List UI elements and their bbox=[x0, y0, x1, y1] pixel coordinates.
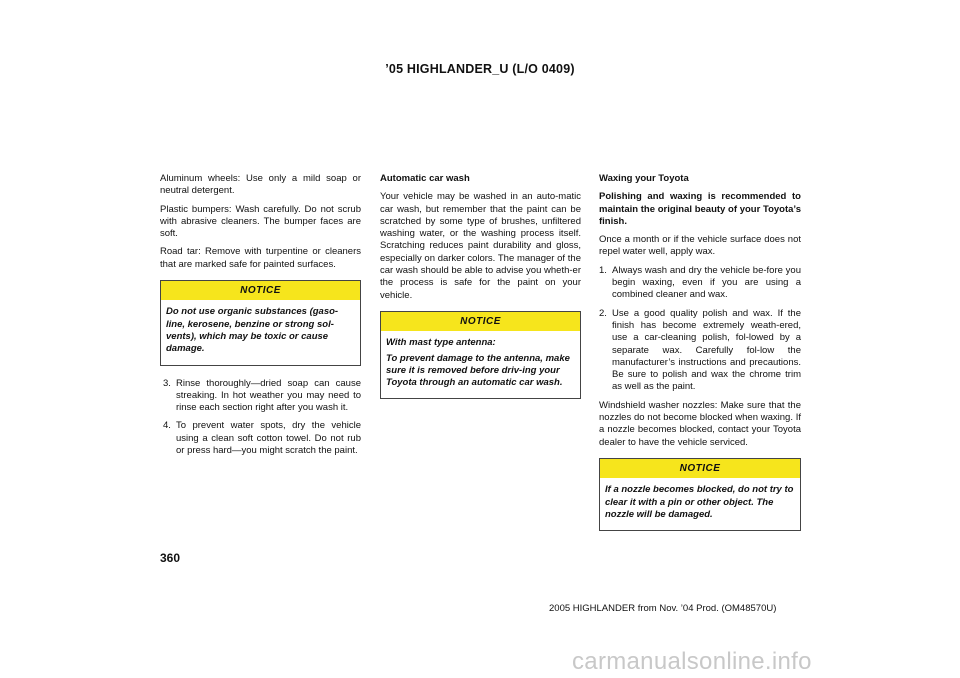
list-item-rinse bbox=[163, 378, 361, 415]
aluminum-wheels-paragraph: Aluminum wheels: Use only a mild soap or neutral detergent. bbox=[160, 173, 361, 197]
waxing-intro: Polishing and waxing is recommended to maintain the original beauty of your Toyota’s finish. bbox=[599, 191, 801, 227]
washer-nozzles-paragraph: Windshield washer nozzles: Make sure that the nozzles do not become blocked when waxing. If a nozzle becomes blocked, contact your Toyota dealer to have the vehicle serviced. bbox=[599, 399, 801, 448]
waxing-heading: Waxing your Toyota bbox=[599, 173, 689, 184]
watermark[interactable]: carmanualsonline.info bbox=[572, 648, 812, 675]
notice-title: NOTICE bbox=[161, 281, 360, 300]
notice-subheading: With mast type antenna: bbox=[386, 337, 496, 349]
list-number: 2. bbox=[599, 307, 607, 319]
notice-body bbox=[381, 331, 580, 398]
list-text: Always wash and dry the vehicle be-fore you begin waxing, even if you are using a combined cleaner and wax. bbox=[612, 264, 801, 301]
page-number: 360 bbox=[160, 551, 181, 565]
notice-text: To prevent damage to the antenna, make sure it is removed before driv-ing your Toyota through an automatic car wash. bbox=[386, 352, 570, 389]
list-number: 3. bbox=[163, 377, 171, 389]
notice-text: Do not use organic substances (gaso-line, kerosene, benzine or strong sol-vents), which may be toxic or cause damage. bbox=[166, 306, 339, 355]
automatic-car-wash-paragraph: Your vehicle may be washed in an auto-matic car wash, but remember that the paint can be scratched by some type of brushes, unfiltered washing water, or the washing process itself. Scratching reduces paint durability and gloss, especially on darker colors. The manager of the car wash should be able to advise you wheth-er the process is safe for the paint on your vehicle. bbox=[380, 191, 581, 301]
notice-body bbox=[161, 300, 360, 364]
list-item-wash-before-wax bbox=[599, 265, 801, 302]
list-text: To prevent water spots, dry the vehicle using a clean soft cotton towel. Do not rub or press hard—you might scratch the paint. bbox=[176, 420, 361, 457]
notice-title: NOTICE bbox=[600, 459, 800, 478]
notice-text: If a nozzle becomes blocked, do not try to clear it with a pin or other object. The nozzle will be damaged. bbox=[605, 484, 794, 520]
column-left bbox=[160, 173, 361, 463]
list-text: Use a good quality polish and wax. If the finish has become extremely weath-ered, use a car-cleaning polish, fol-lowed by a separate wax. Carefully fol-low the manufacturer’s instructions and precautions. Be sure to polish and wax the chrome trim as well as the paint. bbox=[612, 307, 801, 393]
notice-box-antenna bbox=[380, 311, 581, 399]
page-header: ’05 HIGHLANDER_U (L/O 0409) bbox=[385, 62, 575, 76]
waxing-paragraph: Once a month or if the vehicle surface does not repel water well, apply wax. bbox=[599, 234, 801, 258]
list-number: 4. bbox=[163, 420, 171, 432]
column-right bbox=[599, 173, 801, 543]
notice-body bbox=[600, 478, 800, 530]
list-number: 1. bbox=[599, 264, 607, 276]
automatic-car-wash-heading: Automatic car wash bbox=[380, 173, 470, 184]
list-item-polish-wax bbox=[599, 308, 801, 394]
notice-title: NOTICE bbox=[381, 312, 580, 331]
notice-box-nozzle bbox=[599, 458, 801, 531]
road-tar-paragraph: Road tar: Remove with turpentine or cleaners that are marked safe for painted surfaces. bbox=[160, 246, 361, 270]
page-footer: 2005 HIGHLANDER from Nov. ’04 Prod. (OM48570U) bbox=[549, 603, 777, 614]
notice-box-organic-substances bbox=[160, 280, 361, 365]
list-text: Rinse thoroughly—dried soap can cause streaking. In hot weather you may need to rinse each section right after you wash it. bbox=[176, 377, 361, 414]
list-item-dry bbox=[163, 420, 361, 457]
plastic-bumpers-paragraph: Plastic bumpers: Wash carefully. Do not scrub with abrasive cleaners. The bumper faces are soft. bbox=[160, 203, 361, 240]
column-middle bbox=[380, 173, 581, 411]
